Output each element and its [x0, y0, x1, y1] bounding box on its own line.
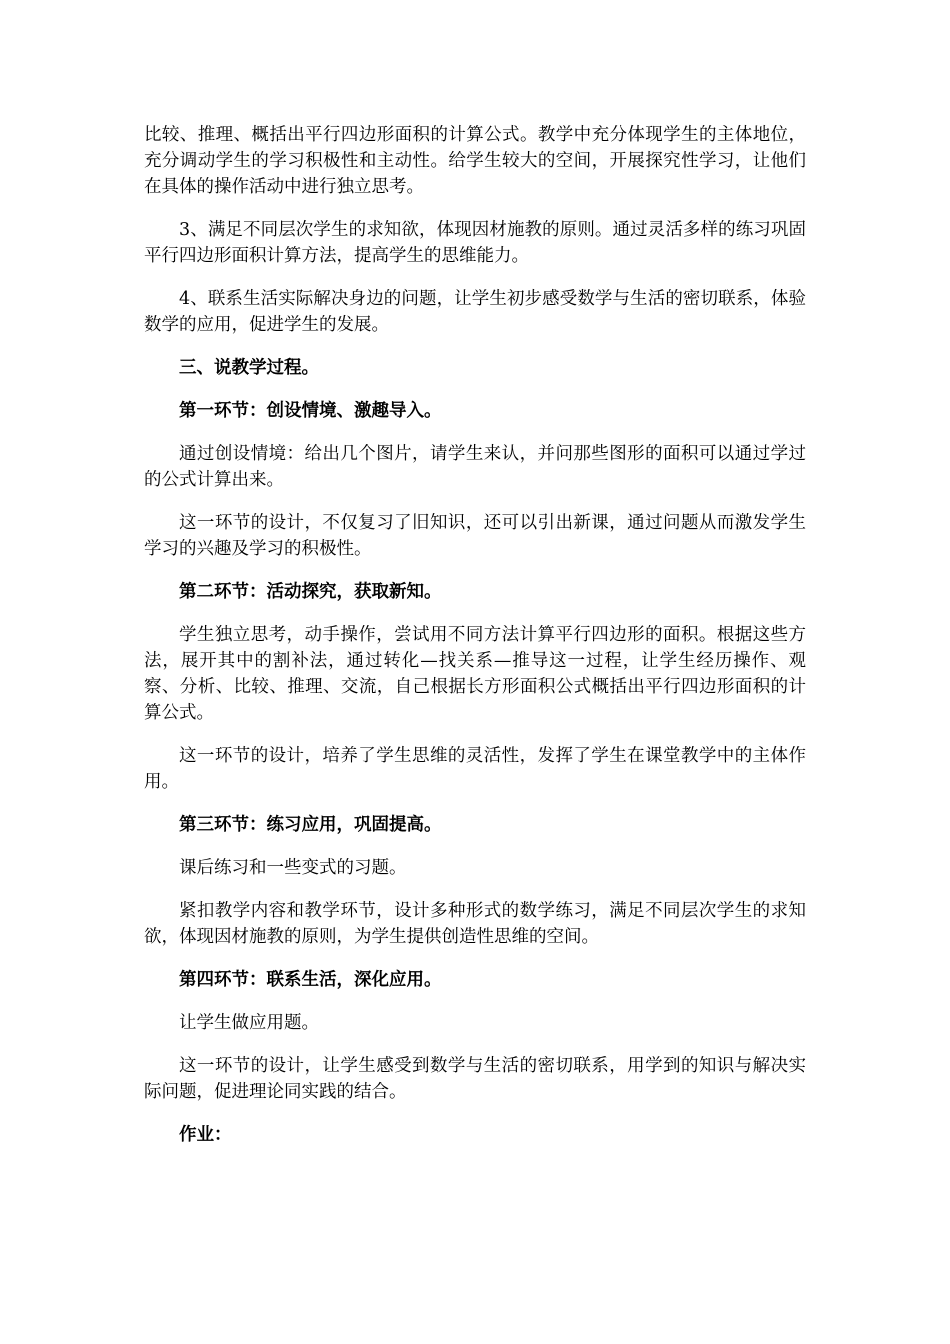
- document-body: [144, 122, 806, 1165]
- paragraph-stage-1-design: 这一环节的设计，不仅复习了旧知识，还可以引出新课，通过问题从而激发学生学习的兴趣及学习的积极性。: [144, 513, 806, 559]
- paragraph-stage-4-design: 这一环节的设计，让学生感受到数学与生活的密切联系，用学到的知识与解决实际问题，促进理论同实践的结合。: [144, 1056, 806, 1102]
- paragraph-goal-3: 3、满足不同层次学生的求知欲，体现因材施教的原则。通过灵活多样的练习巩固平行四边形面积计算方法，提高学生的思维能力。: [144, 220, 806, 266]
- paragraph-stage-3-activity: 课后练习和一些变式的习题。: [179, 858, 407, 878]
- paragraph-stage-2-activity: 学生独立思考，动手操作，尝试用不同方法计算平行四边形的面积。根据这些方法，展开其中的割补法，通过转化—找关系—推导这一过程，让学生经历操作、观察、分析、比较、推理、交流，自己根据长方形面积公式概括出平行四边形面积的计算公式。: [144, 625, 806, 723]
- paragraph-stage-2-design: 这一环节的设计，培养了学生思维的灵活性，发挥了学生在课堂教学中的主体作用。: [144, 746, 806, 792]
- paragraph-stage-1-activity: 通过创设情境：给出几个图片，请学生来认，并问那些图形的面积可以通过学过的公式计算出来。: [144, 444, 806, 490]
- stage-heading-3: 第三环节：练习应用，巩固提高。: [179, 815, 442, 835]
- section-heading-teaching-process: 三、说教学过程。: [179, 358, 319, 378]
- homework-heading: 作业：: [179, 1125, 232, 1145]
- paragraph-stage-4-activity: 让学生做应用题。: [179, 1013, 319, 1033]
- stage-heading-1: 第一环节：创设情境、激趣导入。: [179, 401, 442, 421]
- stage-heading-4: 第四环节：联系生活，深化应用。: [179, 970, 442, 990]
- stage-heading-2: 第二环节：活动探究，获取新知。: [179, 582, 442, 602]
- paragraph-continuation: 比较、推理、概括出平行四边形面积的计算公式。教学中充分体现学生的主体地位，充分调动学生的学习积极性和主动性。给学生较大的空间，开展探究性学习，让他们在具体的操作活动中进行独立思考。: [144, 125, 806, 197]
- paragraph-stage-3-design: 紧扣教学内容和教学环节，设计多种形式的数学练习，满足不同层次学生的求知欲，体现因材施教的原则，为学生提供创造性思维的空间。: [144, 901, 806, 947]
- paragraph-goal-4: 4、联系生活实际解决身边的问题，让学生初步感受数学与生活的密切联系，体验数学的应用，促进学生的发展。: [144, 289, 806, 335]
